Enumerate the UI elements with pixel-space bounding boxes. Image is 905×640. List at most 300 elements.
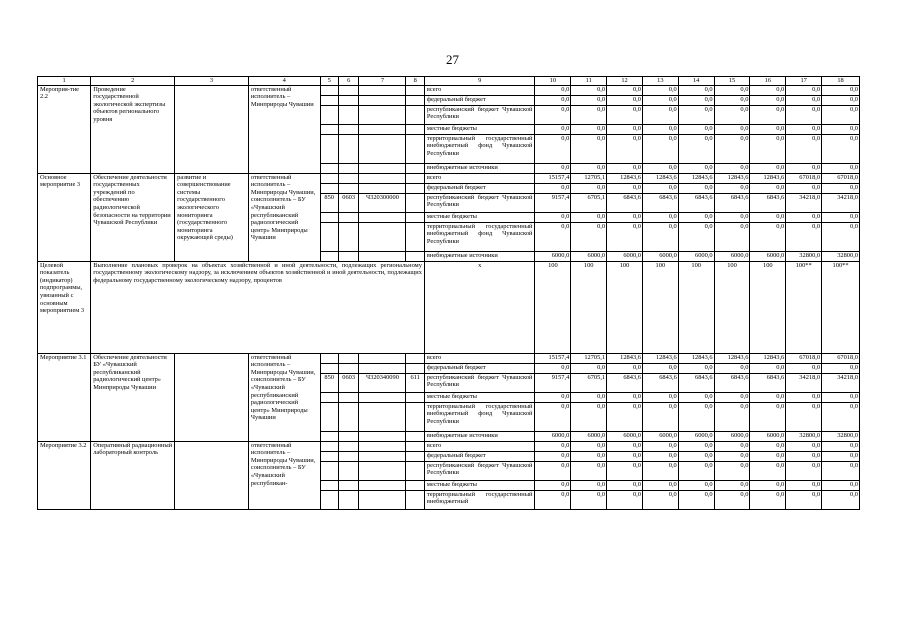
funding-source: территориальный государственный внебюджетный фонд Чувашской Республики: [424, 134, 535, 163]
indicator-value: 100: [535, 261, 571, 353]
funding-value: 0,0: [822, 490, 860, 509]
funding-value: 0,0: [571, 461, 607, 480]
funding-value: 0,0: [607, 85, 643, 95]
code-grbs: 850: [320, 373, 338, 392]
funding-value: 0,0: [535, 480, 571, 490]
funding-value: 0,0: [750, 105, 786, 124]
funding-source: республиканский бюджет Чувашской Республики: [424, 193, 535, 212]
funding-value: 0,0: [607, 105, 643, 124]
funding-value: 0,0: [535, 105, 571, 124]
indicator-label: Целевой показатель (индикатор) подпрограммы, увязанный с основным мероприятием 3: [38, 261, 91, 353]
measure-label: Мероприя-тие 2.2: [38, 85, 91, 173]
funding-source: внебюджетные источники: [424, 251, 535, 261]
funding-value: 0,0: [714, 85, 750, 95]
funding-value: 0,0: [822, 134, 860, 163]
column-number: 8: [406, 77, 424, 86]
code-grbs: [320, 173, 338, 183]
funding-value: 0,0: [786, 212, 822, 222]
funding-value: 0,0: [750, 441, 786, 451]
indicator-text: Выполнение плановых проверок на объектах хозяйственной и иной деятельности, подлежащих региональному государственному экологическому надзору, за исключением объектов хозяйственной и иной деятельности, подлежащих федеральному государственному экологическому надзору, процентов: [91, 261, 425, 353]
funding-value: 0,0: [642, 441, 678, 451]
code-expense-type: [406, 105, 424, 124]
funding-value: 0,0: [678, 163, 714, 173]
funding-value: 0,0: [607, 490, 643, 509]
funding-value: 0,0: [750, 490, 786, 509]
code-section: [338, 353, 358, 363]
code-expense-type: [406, 212, 424, 222]
funding-value: 0,0: [535, 163, 571, 173]
funding-value: 32800,0: [822, 251, 860, 261]
funding-value: 0,0: [535, 124, 571, 134]
column-number: 15: [714, 77, 750, 86]
code-target-article: [359, 431, 406, 441]
code-target-article: [359, 212, 406, 222]
funding-value: 67018,0: [822, 173, 860, 183]
funding-value: 12843,6: [750, 353, 786, 363]
funding-value: 0,0: [571, 222, 607, 251]
funding-value: 0,0: [714, 134, 750, 163]
funding-value: 0,0: [750, 183, 786, 193]
code-target-article: [359, 251, 406, 261]
funding-value: 0,0: [714, 490, 750, 509]
budget-row: [38, 85, 860, 95]
funding-value: 0,0: [822, 441, 860, 451]
funding-value: 0,0: [642, 183, 678, 193]
funding-value: 6000,0: [571, 431, 607, 441]
funding-value: 0,0: [822, 163, 860, 173]
column-number: 1: [38, 77, 91, 86]
funding-value: 6843,6: [678, 373, 714, 392]
code-grbs: [320, 441, 338, 451]
funding-value: 0,0: [642, 134, 678, 163]
column-number: 6: [338, 77, 358, 86]
funding-value: 0,0: [750, 222, 786, 251]
column-number: 5: [320, 77, 338, 86]
funding-value: 6000,0: [642, 431, 678, 441]
funding-value: 0,0: [535, 451, 571, 461]
funding-value: 0,0: [642, 402, 678, 431]
code-grbs: [320, 431, 338, 441]
funding-value: 0,0: [822, 222, 860, 251]
funding-value: 0,0: [571, 490, 607, 509]
funding-value: 0,0: [607, 95, 643, 105]
budget-row: [38, 173, 860, 183]
funding-value: 0,0: [714, 392, 750, 402]
code-expense-type: [406, 134, 424, 163]
funding-value: 0,0: [786, 124, 822, 134]
funding-value: 0,0: [750, 95, 786, 105]
funding-value: 0,0: [750, 212, 786, 222]
funding-value: 0,0: [607, 124, 643, 134]
funding-value: 6843,6: [750, 193, 786, 212]
code-target-article: [359, 95, 406, 105]
funding-source: федеральный бюджет: [424, 451, 535, 461]
funding-value: 0,0: [750, 85, 786, 95]
code-section: [338, 392, 358, 402]
funding-value: 0,0: [607, 183, 643, 193]
code-expense-type: [406, 402, 424, 431]
funding-value: 0,0: [786, 222, 822, 251]
funding-value: 0,0: [822, 105, 860, 124]
funding-value: 0,0: [750, 402, 786, 431]
code-expense-type: [406, 173, 424, 183]
code-grbs: [320, 353, 338, 363]
code-target-article: [359, 134, 406, 163]
funding-value: 0,0: [678, 480, 714, 490]
measure-goal: [175, 85, 249, 173]
funding-value: 0,0: [642, 105, 678, 124]
funding-value: 0,0: [571, 392, 607, 402]
indicator-row: [38, 261, 860, 353]
funding-value: 34218,0: [786, 193, 822, 212]
code-grbs: [320, 251, 338, 261]
funding-value: 0,0: [678, 105, 714, 124]
funding-value: 0,0: [571, 212, 607, 222]
funding-value: 0,0: [786, 451, 822, 461]
funding-value: 0,0: [786, 85, 822, 95]
funding-value: 9157,4: [535, 373, 571, 392]
indicator-value: 100**: [822, 261, 860, 353]
funding-value: 0,0: [750, 461, 786, 480]
funding-value: 0,0: [571, 105, 607, 124]
code-grbs: [320, 95, 338, 105]
funding-value: 0,0: [714, 451, 750, 461]
code-expense-type: [406, 480, 424, 490]
code-target-article: [359, 353, 406, 363]
funding-value: 0,0: [750, 163, 786, 173]
funding-source: территориальный государственный внебюджетный: [424, 490, 535, 509]
funding-value: 0,0: [678, 441, 714, 451]
code-grbs: [320, 480, 338, 490]
code-expense-type: [406, 193, 424, 212]
indicator-value: 100**: [786, 261, 822, 353]
funding-value: 6000,0: [678, 251, 714, 261]
code-target-article: [359, 451, 406, 461]
funding-value: 0,0: [678, 212, 714, 222]
code-grbs: [320, 392, 338, 402]
funding-value: 0,0: [571, 85, 607, 95]
code-grbs: [320, 124, 338, 134]
funding-value: 0,0: [678, 392, 714, 402]
funding-source: территориальный государственный внебюджетный фонд Чувашской Республики: [424, 222, 535, 251]
code-grbs: [320, 163, 338, 173]
code-section: [338, 173, 358, 183]
funding-value: 0,0: [571, 451, 607, 461]
funding-value: 34218,0: [822, 193, 860, 212]
funding-value: 12843,6: [642, 173, 678, 183]
funding-value: 0,0: [714, 402, 750, 431]
funding-value: 0,0: [607, 402, 643, 431]
funding-value: 0,0: [678, 490, 714, 509]
column-number: 10: [535, 77, 571, 86]
budget-row: [38, 353, 860, 363]
code-section: [338, 124, 358, 134]
funding-value: 12843,6: [750, 173, 786, 183]
code-expense-type: [406, 363, 424, 373]
funding-value: 0,0: [786, 392, 822, 402]
funding-value: 0,0: [571, 95, 607, 105]
funding-value: 12843,6: [642, 353, 678, 363]
code-target-article: Ч320340090: [359, 373, 406, 392]
funding-value: 0,0: [571, 163, 607, 173]
code-target-article: [359, 163, 406, 173]
funding-value: 6000,0: [535, 431, 571, 441]
code-section: [338, 134, 358, 163]
funding-value: 0,0: [822, 363, 860, 373]
column-number: 18: [822, 77, 860, 86]
indicator-value: 100: [571, 261, 607, 353]
measure-label: Основное мероприятие 3: [38, 173, 91, 261]
funding-value: 9157,4: [535, 193, 571, 212]
funding-value: 6705,1: [571, 373, 607, 392]
funding-source: республиканский бюджет Чувашской Республики: [424, 373, 535, 392]
funding-source: всего: [424, 353, 535, 363]
funding-value: 0,0: [822, 480, 860, 490]
funding-value: 0,0: [750, 124, 786, 134]
funding-source: всего: [424, 441, 535, 451]
funding-value: 67018,0: [822, 353, 860, 363]
code-grbs: [320, 183, 338, 193]
funding-value: 0,0: [642, 480, 678, 490]
code-grbs: [320, 461, 338, 480]
code-expense-type: [406, 461, 424, 480]
funding-value: 0,0: [714, 212, 750, 222]
funding-source: внебюджетные источники: [424, 431, 535, 441]
measure-description: Оперативный радиационный лабораторный контроль: [91, 441, 175, 509]
code-section: [338, 480, 358, 490]
funding-value: 0,0: [535, 402, 571, 431]
code-target-article: [359, 173, 406, 183]
code-expense-type: [406, 490, 424, 509]
funding-value: 0,0: [535, 363, 571, 373]
funding-value: 0,0: [822, 95, 860, 105]
funding-value: 32800,0: [786, 251, 822, 261]
funding-value: 0,0: [535, 95, 571, 105]
funding-value: 12843,6: [607, 353, 643, 363]
funding-value: 0,0: [750, 451, 786, 461]
code-section: [338, 105, 358, 124]
funding-value: 6843,6: [714, 193, 750, 212]
funding-value: 0,0: [642, 222, 678, 251]
funding-value: 32800,0: [786, 431, 822, 441]
code-target-article: [359, 222, 406, 251]
column-number: 2: [91, 77, 175, 86]
funding-source: федеральный бюджет: [424, 363, 535, 373]
funding-value: 0,0: [642, 461, 678, 480]
funding-source: республиканский бюджет Чувашской Республики: [424, 461, 535, 480]
code-target-article: [359, 490, 406, 509]
column-number-row: [38, 77, 860, 86]
responsible-executor: ответственный исполнитель – Минприроды Чувашии, соисполнитель – БУ «Чувашский республикан-: [248, 441, 320, 509]
column-number: 16: [750, 77, 786, 86]
funding-value: 0,0: [714, 105, 750, 124]
funding-value: 0,0: [822, 392, 860, 402]
funding-value: 0,0: [714, 95, 750, 105]
funding-value: 6843,6: [750, 373, 786, 392]
funding-value: 12843,6: [678, 173, 714, 183]
funding-value: 0,0: [642, 95, 678, 105]
code-grbs: [320, 212, 338, 222]
code-grbs: [320, 105, 338, 124]
funding-value: 0,0: [607, 134, 643, 163]
funding-value: 0,0: [535, 392, 571, 402]
funding-value: 0,0: [750, 134, 786, 163]
measure-description: Обеспечение деятельности государственных учреждений по обеспечению радиологической безопасности на территории Чувашской Республики: [91, 173, 175, 261]
code-expense-type: [406, 441, 424, 451]
funding-value: 0,0: [607, 480, 643, 490]
column-number: 17: [786, 77, 822, 86]
funding-value: 12843,6: [678, 353, 714, 363]
funding-value: 0,0: [571, 402, 607, 431]
funding-value: 0,0: [822, 183, 860, 193]
measure-description: Обеспечение деятельности БУ «Чувашский республиканский радиологический центр» Минприроды Чувашии: [91, 353, 175, 441]
code-section: [338, 95, 358, 105]
program-resources-table: [37, 76, 860, 510]
code-expense-type: [406, 222, 424, 251]
funding-value: 0,0: [822, 124, 860, 134]
code-section: [338, 441, 358, 451]
funding-value: 0,0: [607, 451, 643, 461]
funding-value: 0,0: [642, 85, 678, 95]
code-grbs: [320, 402, 338, 431]
funding-value: 6000,0: [607, 431, 643, 441]
funding-value: 0,0: [642, 124, 678, 134]
measure-label: Мероприятие 3.1: [38, 353, 91, 441]
funding-value: 0,0: [642, 163, 678, 173]
responsible-executor: ответственный исполнитель – Минприроды Чувашии, соисполнитель – БУ «Чувашский республиканский радиологический центр» Минприроды Чувашии: [248, 173, 320, 261]
code-section: [338, 431, 358, 441]
funding-value: 0,0: [786, 480, 822, 490]
funding-value: 0,0: [822, 402, 860, 431]
funding-value: 34218,0: [822, 373, 860, 392]
funding-value: 6000,0: [607, 251, 643, 261]
code-section: [338, 212, 358, 222]
funding-value: 34218,0: [786, 373, 822, 392]
responsible-executor: ответственный исполнитель – Минприроды Чувашии, соисполнитель – БУ «Чувашский республиканский радиологический центр» Минприроды Чувашии: [248, 353, 320, 441]
funding-value: 0,0: [535, 134, 571, 163]
code-section: 0603: [338, 193, 358, 212]
funding-value: 0,0: [786, 363, 822, 373]
code-target-article: [359, 461, 406, 480]
funding-source: республиканский бюджет Чувашской Республики: [424, 105, 535, 124]
funding-value: 0,0: [714, 183, 750, 193]
funding-value: 6843,6: [607, 193, 643, 212]
funding-source: внебюджетные источники: [424, 163, 535, 173]
column-number: 14: [678, 77, 714, 86]
funding-value: 0,0: [786, 134, 822, 163]
funding-value: 6843,6: [642, 193, 678, 212]
funding-value: 0,0: [678, 124, 714, 134]
code-expense-type: [406, 124, 424, 134]
funding-value: 0,0: [678, 85, 714, 95]
column-number: 9: [424, 77, 535, 86]
responsible-executor: ответственный исполнитель – Минприроды Чувашии: [248, 85, 320, 173]
column-number: 3: [175, 77, 249, 86]
funding-source: федеральный бюджет: [424, 183, 535, 193]
funding-value: 0,0: [642, 451, 678, 461]
funding-value: 0,0: [822, 212, 860, 222]
funding-value: 0,0: [535, 490, 571, 509]
funding-value: 0,0: [678, 451, 714, 461]
funding-source: местные бюджеты: [424, 124, 535, 134]
code-section: [338, 461, 358, 480]
funding-value: 0,0: [786, 95, 822, 105]
funding-value: 0,0: [714, 222, 750, 251]
funding-value: 32800,0: [822, 431, 860, 441]
funding-value: 0,0: [607, 163, 643, 173]
funding-value: 0,0: [750, 392, 786, 402]
funding-value: 0,0: [607, 222, 643, 251]
funding-value: 0,0: [678, 363, 714, 373]
column-number: 12: [607, 77, 643, 86]
funding-value: 12705,1: [571, 173, 607, 183]
funding-value: 15157,4: [535, 353, 571, 363]
code-target-article: [359, 363, 406, 373]
funding-value: 0,0: [607, 212, 643, 222]
code-section: [338, 222, 358, 251]
code-expense-type: [406, 95, 424, 105]
funding-value: 0,0: [678, 183, 714, 193]
code-expense-type: [406, 163, 424, 173]
funding-value: 6000,0: [750, 431, 786, 441]
column-number: 7: [359, 77, 406, 86]
funding-value: 0,0: [642, 363, 678, 373]
funding-value: 0,0: [786, 402, 822, 431]
funding-value: 0,0: [535, 441, 571, 451]
funding-value: 6000,0: [571, 251, 607, 261]
funding-value: 0,0: [535, 85, 571, 95]
code-grbs: [320, 363, 338, 373]
funding-source: местные бюджеты: [424, 212, 535, 222]
code-grbs: 850: [320, 193, 338, 212]
indicator-value: 100: [607, 261, 643, 353]
funding-value: 0,0: [822, 85, 860, 95]
budget-row: [38, 441, 860, 451]
funding-value: 6000,0: [642, 251, 678, 261]
funding-source: местные бюджеты: [424, 480, 535, 490]
code-target-article: [359, 480, 406, 490]
code-target-article: [359, 85, 406, 95]
funding-value: 6843,6: [678, 193, 714, 212]
measure-description: Проведение государственной экологической экспертизы объектов регионального уровня: [91, 85, 175, 173]
code-target-article: [359, 392, 406, 402]
column-number: 11: [571, 77, 607, 86]
code-expense-type: [406, 353, 424, 363]
funding-value: 6843,6: [714, 373, 750, 392]
funding-value: 0,0: [786, 461, 822, 480]
funding-value: 0,0: [678, 95, 714, 105]
funding-value: 6000,0: [750, 251, 786, 261]
code-target-article: [359, 441, 406, 451]
funding-value: 0,0: [786, 183, 822, 193]
funding-value: 15157,4: [535, 173, 571, 183]
funding-value: 0,0: [571, 441, 607, 451]
funding-value: 0,0: [571, 183, 607, 193]
code-section: [338, 490, 358, 509]
funding-value: 0,0: [571, 134, 607, 163]
funding-value: 6000,0: [714, 431, 750, 441]
funding-value: 0,0: [535, 222, 571, 251]
indicator-value: 100: [714, 261, 750, 353]
funding-value: 0,0: [607, 441, 643, 451]
code-target-article: [359, 402, 406, 431]
funding-source: всего: [424, 85, 535, 95]
funding-value: 6000,0: [714, 251, 750, 261]
code-section: [338, 163, 358, 173]
funding-value: 0,0: [535, 461, 571, 480]
funding-value: 0,0: [822, 461, 860, 480]
funding-value: 6843,6: [607, 373, 643, 392]
